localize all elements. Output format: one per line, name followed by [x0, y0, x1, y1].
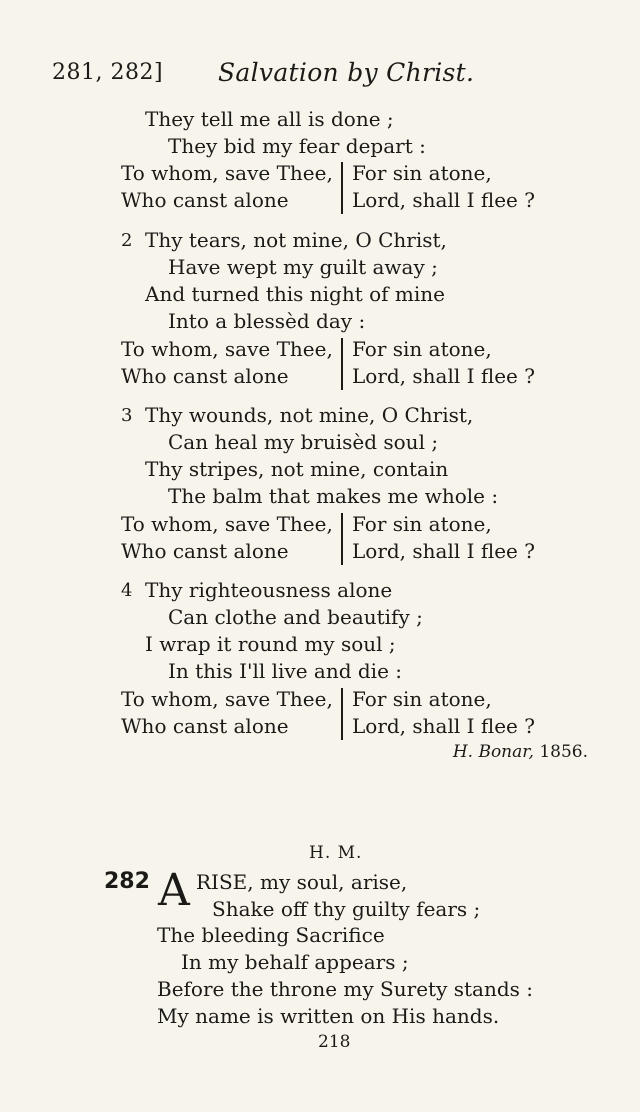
refrain-right-line: Lord, shall I flee ?: [352, 539, 535, 563]
verse-line: Have wept my guilt away ;: [168, 255, 438, 279]
verse-number: 4: [121, 580, 133, 601]
refrain-left-line: To whom, save Thee,: [121, 512, 333, 536]
verse-line: Into a blessèd day :: [168, 309, 366, 333]
verse-line: The balm that makes me whole :: [168, 484, 499, 508]
verse-line: Shake off thy guilty fears ;: [212, 897, 481, 921]
verse-line: Before the throne my Surety stands :: [157, 977, 533, 1001]
refrain-left-line: To whom, save Thee,: [121, 337, 333, 361]
verse-line: Can clothe and beautify ;: [168, 605, 423, 629]
verse-line: RISE, my soul, arise,: [196, 870, 408, 894]
refrain-right-line: Lord, shall I flee ?: [352, 364, 535, 388]
author-name: H. Bonar,: [452, 742, 534, 762]
refrain-divider: [341, 513, 343, 565]
running-head-hymn-numbers: 281, 282]: [52, 60, 164, 85]
refrain-right-line: Lord, shall I flee ?: [352, 188, 535, 212]
verse-line: They bid my fear depart :: [168, 134, 426, 158]
refrain-right-line: For sin atone,: [352, 161, 492, 185]
drop-cap: A: [158, 865, 190, 916]
verse-line: In my behalf appears ;: [181, 950, 409, 974]
refrain-left-line: Who canst alone: [121, 539, 289, 563]
verse-line: Thy tears, not mine, O Christ,: [145, 228, 447, 252]
refrain-left-line: Who canst alone: [121, 714, 289, 738]
meter-label: H. M.: [309, 843, 363, 863]
refrain-divider: [341, 688, 343, 740]
verse-line: Thy wounds, not mine, O Christ,: [145, 403, 474, 427]
verse-line: In this I'll live and die :: [168, 659, 403, 683]
verse-line: My name is written on His hands.: [157, 1004, 500, 1028]
refrain-divider: [341, 338, 343, 390]
verse-number: 3: [121, 405, 133, 426]
verse-line: The bleeding Sacrifice: [157, 923, 385, 947]
running-head-title: Salvation by Christ.: [218, 58, 475, 87]
refrain-left-line: To whom, save Thee,: [121, 687, 333, 711]
refrain-right-line: Lord, shall I flee ?: [352, 714, 535, 738]
refrain-left-line: Who canst alone: [121, 188, 289, 212]
verse-line: Thy stripes, not mine, contain: [145, 457, 449, 481]
verse-line: I wrap it round my soul ;: [145, 632, 396, 656]
refrain-right-line: For sin atone,: [352, 687, 492, 711]
verse-line: They tell me all is done ;: [145, 107, 394, 131]
verse-line: Thy righteousness alone: [145, 578, 393, 602]
page-number: 218: [318, 1032, 351, 1052]
verse-line: And turned this night of mine: [145, 282, 446, 306]
hymn-number: 282: [104, 869, 150, 894]
refrain-left-line: To whom, save Thee,: [121, 161, 333, 185]
refrain-divider: [341, 162, 343, 214]
verse-number: 2: [121, 230, 133, 251]
author-attribution: [453, 742, 588, 762]
refrain-right-line: For sin atone,: [352, 512, 492, 536]
author-year: 1856.: [539, 742, 588, 762]
verse-line: Can heal my bruisèd soul ;: [168, 430, 439, 454]
refrain-right-line: For sin atone,: [352, 337, 492, 361]
refrain-left-line: Who canst alone: [121, 364, 289, 388]
